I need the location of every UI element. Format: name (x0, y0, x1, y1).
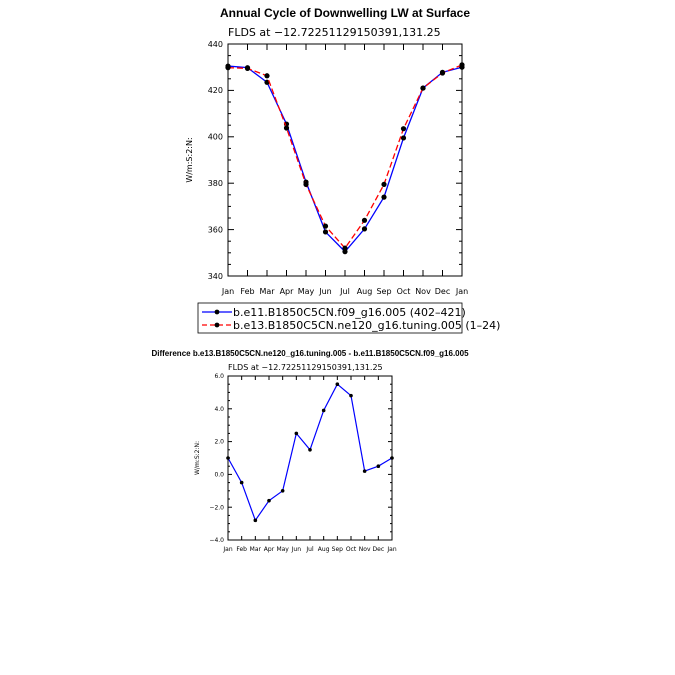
series-line-1 (228, 384, 392, 520)
x-tick-label: Feb (240, 287, 255, 296)
series-2-point (225, 65, 230, 70)
x-tick-label: Dec (372, 546, 385, 553)
x-tick-label: Jan (387, 546, 397, 553)
series-1-point (377, 464, 381, 468)
series-2-point (284, 125, 289, 130)
x-tick-label: Mar (249, 546, 261, 553)
series-line-1 (228, 66, 462, 252)
series-1-point (308, 448, 312, 452)
series-1-point (323, 229, 328, 234)
chart-title: Difference b.e13.B1850C5CN.ne120_g16.tuning.005 - b.e11.B1850C5CN.f09_g16.005 (151, 349, 469, 358)
series-1-point (322, 409, 326, 413)
x-tick-label: May (276, 546, 289, 553)
y-tick-label: 380 (207, 179, 223, 188)
x-tick-label: Jan (221, 287, 235, 296)
series-1-point (281, 489, 285, 493)
series-1-point (226, 456, 230, 460)
y-tick-label: 4.0 (214, 405, 224, 413)
plot-frame (228, 376, 392, 540)
series-1-point (336, 382, 340, 386)
y-tick-label: 400 (207, 132, 223, 142)
series-2-point (459, 62, 464, 67)
series-1-point (240, 481, 244, 485)
series-2-point (420, 85, 425, 90)
series-1-point (381, 195, 386, 200)
series-2-point (323, 224, 328, 229)
x-tick-label: Oct (345, 546, 357, 553)
x-tick-label: Jun (291, 546, 302, 553)
series-2-point (362, 218, 367, 223)
x-tick-label: Apr (263, 546, 275, 553)
series-1-point (390, 456, 394, 460)
series-1-point (295, 432, 299, 436)
y-tick-label: 360 (207, 225, 223, 235)
y-tick-label: 6.0 (214, 373, 224, 381)
x-tick-label: Aug (356, 287, 373, 296)
legend-marker-1 (215, 310, 220, 315)
x-tick-label: Feb (236, 546, 247, 553)
series-2-point (245, 66, 250, 71)
x-tick-label: Jul (306, 546, 314, 553)
x-tick-label: Jan (455, 287, 469, 296)
chart-title: Annual Cycle of Downwelling LW at Surface (219, 6, 471, 20)
series-1-point (401, 135, 406, 140)
x-tick-label: Jun (319, 287, 332, 296)
x-tick-label: Sep (376, 287, 392, 296)
y-tick-label: 2.0 (214, 438, 224, 446)
x-tick-label: Jan (223, 546, 233, 553)
series-2-point (440, 70, 445, 75)
x-tick-label: Nov (358, 546, 371, 553)
y-tick-label: 340 (207, 271, 223, 281)
y-tick-label: −4.0 (209, 537, 224, 545)
series-2-point (264, 73, 269, 78)
series-1-point (362, 226, 367, 231)
y-axis-label: W/m:S:2:N: (185, 137, 194, 183)
series-1-point (267, 499, 271, 503)
series-1-point (363, 469, 367, 473)
series-line-2 (228, 65, 462, 248)
y-tick-label: −2.0 (209, 504, 224, 512)
x-tick-label: Sep (331, 546, 343, 553)
series-1-point (254, 519, 258, 523)
chart-subtitle: FLDS at −12.72251129150391,131.25 (228, 26, 441, 39)
y-tick-label: 0.0 (214, 471, 224, 479)
y-tick-label: 440 (207, 39, 223, 49)
series-2-point (342, 246, 347, 251)
legend-entry-label: b.e11.B1850C5CN.f09_g16.005 (402–421) (233, 306, 466, 319)
legend-marker-2 (215, 323, 220, 328)
y-axis-label: W/m:S:2:N: (194, 441, 201, 475)
x-tick-label: Dec (434, 287, 451, 296)
x-tick-label: Mar (259, 287, 275, 296)
x-tick-label: Aug (317, 546, 330, 553)
series-2-point (303, 182, 308, 187)
x-tick-label: May (297, 287, 315, 296)
x-tick-label: Oct (396, 287, 411, 296)
legend-entry-label: b.e13.B1850C5CN.ne120_g16.tuning.005 (1–24) (233, 319, 501, 332)
x-tick-label: Nov (415, 287, 431, 296)
y-tick-label: 420 (207, 86, 223, 96)
x-tick-label: Apr (279, 287, 294, 296)
x-tick-label: Jul (340, 287, 350, 296)
series-2-point (381, 182, 386, 187)
series-2-point (401, 126, 406, 131)
series-1-point (349, 394, 353, 398)
chart-subtitle: FLDS at −12.72251129150391,131.25 (228, 363, 383, 372)
